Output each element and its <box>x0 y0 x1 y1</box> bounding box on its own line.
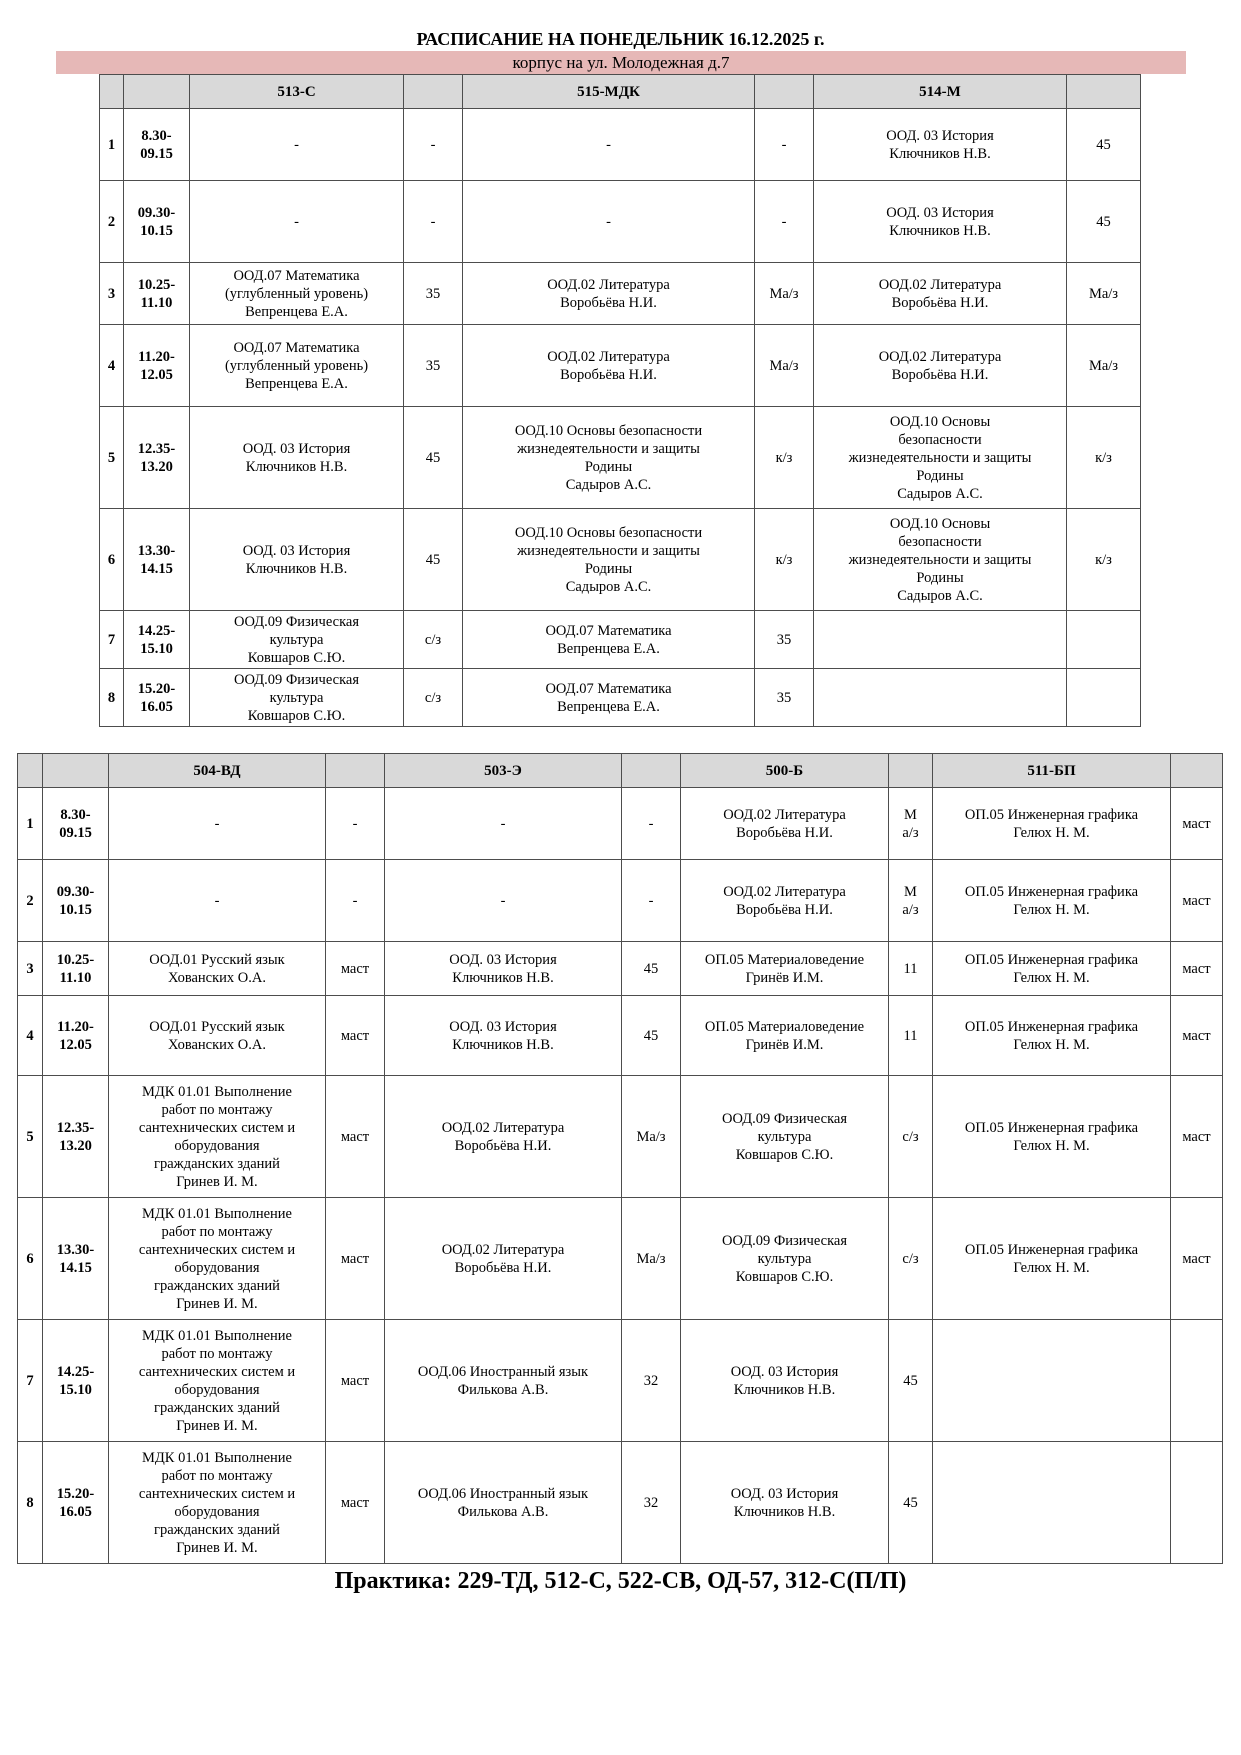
room-cell: 45 <box>1067 181 1141 263</box>
table-row <box>100 407 1141 509</box>
room-cell <box>1067 611 1141 669</box>
subject-cell: ООД.09 Физическая культура Ковшаров С.Ю. <box>190 669 404 727</box>
room-cell: к/з <box>755 407 814 509</box>
subject-cell: МДК 01.01 Выполнение работ по монтажу сантехнических систем и оборудования гражданских зданий Гринев И. М. <box>109 1076 326 1198</box>
lesson-time: 10.25- 11.10 <box>43 942 109 996</box>
room-cell <box>1171 1442 1223 1564</box>
subject-cell: ООД. 03 История Ключников Н.В. <box>814 181 1067 263</box>
room-cell: маст <box>1171 1076 1223 1198</box>
room-cell: 45 <box>404 509 463 611</box>
lesson-time: 14.25- 15.10 <box>43 1320 109 1442</box>
subject-cell: ООД.07 Математика (углубленный уровень) Вепренцева Е.А. <box>190 325 404 407</box>
lesson-number: 4 <box>100 325 124 407</box>
room-cell: - <box>326 860 385 942</box>
lesson-number: 7 <box>100 611 124 669</box>
room-cell: маст <box>326 1320 385 1442</box>
room-cell: 35 <box>755 611 814 669</box>
table-header-row <box>100 75 1141 109</box>
table-row <box>18 1442 1223 1564</box>
table-row <box>100 325 1141 407</box>
room-cell: маст <box>1171 860 1223 942</box>
room-cell: с/з <box>889 1198 933 1320</box>
room-cell: М а/з <box>889 788 933 860</box>
room-cell: маст <box>326 942 385 996</box>
subject-cell: МДК 01.01 Выполнение работ по монтажу сантехнических систем и оборудования гражданских зданий Гринев И. М. <box>109 1320 326 1442</box>
group-header: 504-ВД <box>109 754 326 788</box>
room-cell: 35 <box>404 263 463 325</box>
subject-cell: ОП.05 Инженерная графика Гелюх Н. М. <box>933 1198 1171 1320</box>
table-row <box>18 996 1223 1076</box>
subject-cell: ООД.02 Литература Воробьёва Н.И. <box>814 263 1067 325</box>
lesson-time: 12.35- 13.20 <box>43 1076 109 1198</box>
lesson-time: 10.25- 11.10 <box>124 263 190 325</box>
lesson-number: 7 <box>18 1320 43 1442</box>
subject-cell: ООД. 03 История Ключников Н.В. <box>190 509 404 611</box>
room-cell: к/з <box>1067 407 1141 509</box>
subject-cell: ОП.05 Инженерная графика Гелюх Н. М. <box>933 942 1171 996</box>
lesson-number: 2 <box>18 860 43 942</box>
room-cell: Ма/з <box>1067 325 1141 407</box>
room-cell: 45 <box>889 1320 933 1442</box>
room-cell: 45 <box>1067 109 1141 181</box>
subject-cell: ООД.02 Литература Воробьёва Н.И. <box>463 325 755 407</box>
lesson-number: 3 <box>100 263 124 325</box>
subject-cell: ОП.05 Материаловедение Гринёв И.М. <box>681 942 889 996</box>
lesson-time: 8.30- 09.15 <box>43 788 109 860</box>
room-cell: - <box>622 860 681 942</box>
table-row <box>100 669 1141 727</box>
subject-cell: - <box>190 181 404 263</box>
room-cell: к/з <box>1067 509 1141 611</box>
subject-cell: ООД.02 Литература Воробьёва Н.И. <box>814 325 1067 407</box>
lesson-time: 11.20- 12.05 <box>43 996 109 1076</box>
subject-cell: ООД.07 Математика (углубленный уровень) Вепренцева Е.А. <box>190 263 404 325</box>
lesson-time: 8.30- 09.15 <box>124 109 190 181</box>
group-header: 511-БП <box>933 754 1171 788</box>
schedule-table-1 <box>99 74 1141 727</box>
table-row <box>18 1320 1223 1442</box>
room-cell: 11 <box>889 942 933 996</box>
room-cell: - <box>404 181 463 263</box>
lesson-time: 13.30- 14.15 <box>43 1198 109 1320</box>
group-header: 515-МДК <box>463 75 755 109</box>
room-cell: маст <box>1171 942 1223 996</box>
lesson-number: 8 <box>100 669 124 727</box>
room-cell: маст <box>1171 1198 1223 1320</box>
group-header: 514-М <box>814 75 1067 109</box>
subject-cell: ООД.09 Физическая культура Ковшаров С.Ю. <box>681 1198 889 1320</box>
room-cell: Ма/з <box>622 1076 681 1198</box>
room-cell: 45 <box>889 1442 933 1564</box>
table-row <box>18 860 1223 942</box>
schedule-table-2 <box>17 753 1223 1564</box>
table-row <box>100 509 1141 611</box>
subject-cell: ООД.02 Литература Воробьёва Н.И. <box>463 263 755 325</box>
subject-cell: ОП.05 Инженерная графика Гелюх Н. М. <box>933 1076 1171 1198</box>
subject-cell: - <box>109 788 326 860</box>
page-title: РАСПИСАНИЕ НА ПОНЕДЕЛЬНИК 16.12.2025 г. <box>416 29 825 49</box>
subject-cell: ООД.07 Математика Вепренцева Е.А. <box>463 611 755 669</box>
room-cell: Ма/з <box>1067 263 1141 325</box>
subject-cell: ООД.10 Основы безопасности жизнедеятельности и защиты Родины Садыров А.С. <box>463 509 755 611</box>
subject-cell: - <box>190 109 404 181</box>
subject-cell: ООД.09 Физическая культура Ковшаров С.Ю. <box>681 1076 889 1198</box>
room-cell: Ма/з <box>622 1198 681 1320</box>
lesson-number: 5 <box>100 407 124 509</box>
subject-cell: ООД.10 Основы безопасности жизнедеятельности и защиты Родины Садыров А.С. <box>463 407 755 509</box>
table-row <box>100 263 1141 325</box>
subject-cell: ОП.05 Инженерная графика Гелюх Н. М. <box>933 996 1171 1076</box>
room-cell: 35 <box>404 325 463 407</box>
room-cell: маст <box>1171 788 1223 860</box>
lesson-number: 3 <box>18 942 43 996</box>
lesson-time: 09.30- 10.15 <box>43 860 109 942</box>
subject-cell: ООД. 03 История Ключников Н.В. <box>190 407 404 509</box>
lesson-number: 4 <box>18 996 43 1076</box>
lesson-time: 09.30- 10.15 <box>124 181 190 263</box>
subject-cell: ООД.01 Русский язык Хованских О.А. <box>109 942 326 996</box>
room-cell: маст <box>326 996 385 1076</box>
subject-cell: - <box>109 860 326 942</box>
room-cell: Ма/з <box>755 263 814 325</box>
room-cell <box>1067 669 1141 727</box>
room-cell: Ма/з <box>755 325 814 407</box>
subject-cell: ООД.06 Иностранный язык Филькова А.В. <box>385 1442 622 1564</box>
lesson-time: 11.20- 12.05 <box>124 325 190 407</box>
table-row <box>18 1076 1223 1198</box>
subject-cell: МДК 01.01 Выполнение работ по монтажу сантехнических систем и оборудования гражданских зданий Гринев И. М. <box>109 1442 326 1564</box>
subject-cell: ОП.05 Инженерная графика Гелюх Н. М. <box>933 788 1171 860</box>
subject-cell: - <box>463 181 755 263</box>
lesson-time: 12.35- 13.20 <box>124 407 190 509</box>
room-cell: маст <box>326 1198 385 1320</box>
room-cell: с/з <box>404 611 463 669</box>
subject-cell <box>814 611 1067 669</box>
table-row <box>100 109 1141 181</box>
subject-cell: ООД.06 Иностранный язык Филькова А.В. <box>385 1320 622 1442</box>
room-cell: с/з <box>889 1076 933 1198</box>
room-cell: - <box>622 788 681 860</box>
subject-cell: ООД.02 Литература Воробьёва Н.И. <box>681 860 889 942</box>
room-cell: 32 <box>622 1442 681 1564</box>
room-cell: 45 <box>622 942 681 996</box>
building-subtitle: корпус на ул. Молодежная д.7 <box>56 51 1186 74</box>
group-header: 503-Э <box>385 754 622 788</box>
subject-cell: ООД.02 Литература Воробьёва Н.И. <box>385 1076 622 1198</box>
lesson-number: 1 <box>100 109 124 181</box>
subject-cell: ОП.05 Материаловедение Гринёв И.М. <box>681 996 889 1076</box>
lesson-number: 6 <box>100 509 124 611</box>
subject-cell: - <box>385 788 622 860</box>
subject-cell <box>933 1320 1171 1442</box>
group-header: 513-С <box>190 75 404 109</box>
room-cell: - <box>404 109 463 181</box>
subject-cell <box>814 669 1067 727</box>
room-cell: 45 <box>622 996 681 1076</box>
lesson-number: 8 <box>18 1442 43 1564</box>
room-cell: 32 <box>622 1320 681 1442</box>
subject-cell: ООД.10 Основы безопасности жизнедеятельности и защиты Родины Садыров А.С. <box>814 509 1067 611</box>
subject-cell: - <box>385 860 622 942</box>
subject-cell: ООД. 03 История Ключников Н.В. <box>814 109 1067 181</box>
subject-cell: ООД.09 Физическая культура Ковшаров С.Ю. <box>190 611 404 669</box>
subject-cell: - <box>463 109 755 181</box>
room-cell <box>1171 1320 1223 1442</box>
table-row <box>18 942 1223 996</box>
table-row <box>18 788 1223 860</box>
subject-cell: ОП.05 Инженерная графика Гелюх Н. М. <box>933 860 1171 942</box>
subject-cell: ООД.02 Литература Воробьёва Н.И. <box>681 788 889 860</box>
group-header: 500-Б <box>681 754 889 788</box>
subject-cell: ООД.01 Русский язык Хованских О.А. <box>109 996 326 1076</box>
subject-cell: МДК 01.01 Выполнение работ по монтажу сантехнических систем и оборудования гражданских зданий Гринев И. М. <box>109 1198 326 1320</box>
lesson-time: 15.20- 16.05 <box>43 1442 109 1564</box>
lesson-number: 5 <box>18 1076 43 1198</box>
table-header-row <box>18 754 1223 788</box>
subject-cell: ООД. 03 История Ключников Н.В. <box>385 996 622 1076</box>
room-cell: маст <box>1171 996 1223 1076</box>
lesson-time: 13.30- 14.15 <box>124 509 190 611</box>
room-cell: М а/з <box>889 860 933 942</box>
subject-cell: ООД.07 Математика Вепренцева Е.А. <box>463 669 755 727</box>
room-cell: 45 <box>404 407 463 509</box>
table-row <box>100 181 1141 263</box>
subject-cell: ООД. 03 История Ключников Н.В. <box>385 942 622 996</box>
subject-cell: ООД. 03 История Ключников Н.В. <box>681 1442 889 1564</box>
lesson-number: 1 <box>18 788 43 860</box>
lesson-time: 14.25- 15.10 <box>124 611 190 669</box>
table-row <box>18 1198 1223 1320</box>
lesson-time: 15.20- 16.05 <box>124 669 190 727</box>
subject-cell <box>933 1442 1171 1564</box>
room-cell: 11 <box>889 996 933 1076</box>
table-row <box>100 611 1141 669</box>
room-cell: с/з <box>404 669 463 727</box>
subject-cell: ООД.02 Литература Воробьёва Н.И. <box>385 1198 622 1320</box>
subject-cell: ООД. 03 История Ключников Н.В. <box>681 1320 889 1442</box>
lesson-number: 6 <box>18 1198 43 1320</box>
room-cell: маст <box>326 1442 385 1564</box>
lesson-number: 2 <box>100 181 124 263</box>
room-cell: маст <box>326 1076 385 1198</box>
room-cell: - <box>755 109 814 181</box>
room-cell: к/з <box>755 509 814 611</box>
subject-cell: ООД.10 Основы безопасности жизнедеятельности и защиты Родины Садыров А.С. <box>814 407 1067 509</box>
room-cell: 35 <box>755 669 814 727</box>
room-cell: - <box>326 788 385 860</box>
room-cell: - <box>755 181 814 263</box>
practice-note: Практика: 229-ТД, 512-С, 522-СВ, ОД-57, 312-С(П/П) <box>334 1568 907 1594</box>
